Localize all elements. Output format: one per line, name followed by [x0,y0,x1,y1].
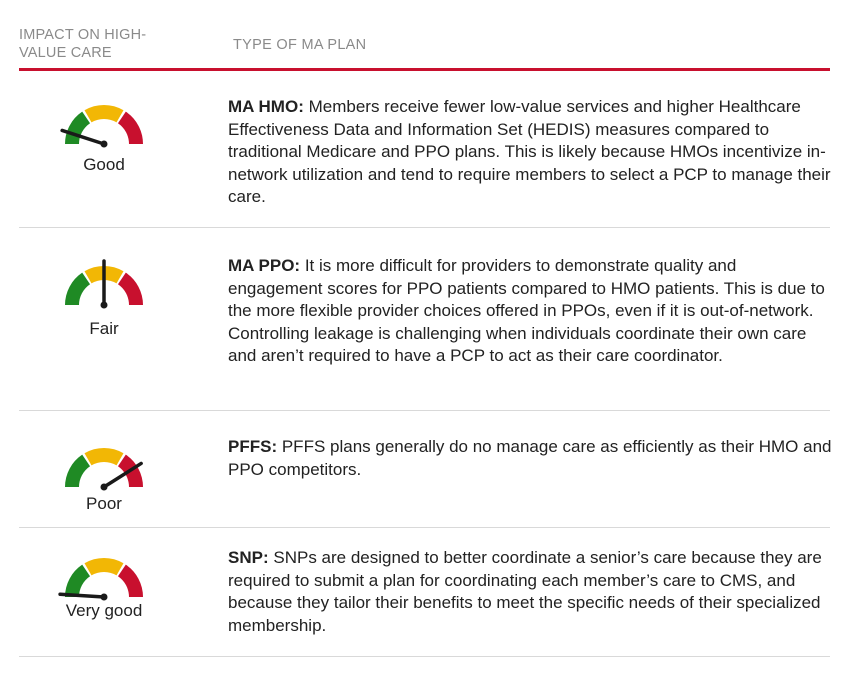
plan-name: MA HMO: [228,97,304,116]
rating-label: Fair [89,319,119,338]
table-row [19,411,830,527]
gauge-segment-green [72,117,86,144]
gauge-segment-red [122,570,136,597]
gauge-segment-green [72,570,86,597]
rating-label: Very good [65,601,143,620]
gauge-segment-yellow [88,455,120,459]
gauge-segment-red [122,278,136,305]
gauge [19,437,189,499]
gauge-segment-yellow [88,112,120,116]
table-row [19,528,830,656]
row-divider [19,656,830,657]
plan-name: MA PPO: [228,256,301,275]
gauge-segment-yellow [88,565,120,569]
plan-name: PFFS: [228,437,278,456]
gauge-hub [101,594,108,601]
plan-description [228,96,833,209]
plan-text: It is more difficult for providers to demonstrate quality and engagement scores for PPO patients compared to HMO patients. This is due to the more flexible provider choices offered in PPOs, even if it is out-of-network. Controlling leakage is challenging when individuals coordinate their own care and aren’t required to have a PCP to act as their care coordinator. [228,256,825,366]
column-header-impact: IMPACT ON HIGH-VALUE CARE [19,27,147,61]
gauge-hub [101,302,108,309]
header-divider [19,68,830,71]
gauge [19,547,189,609]
column-header-plan-type: TYPE OF MA PLAN [233,37,367,53]
rating-label: Good [83,155,125,174]
gauge-segment-red [122,117,136,144]
gauge-segment-green [72,278,86,305]
rating-label: Poor [86,494,122,513]
plan-text: SNPs are designed to better coordinate a senior’s care because they are required to submit a plan for coordinating each member’s care to CMS, and because they tailor their benefits to meet the specific needs of their specialized membership. [228,548,822,635]
gauge-dial-icon [54,547,154,609]
table-row [19,228,830,410]
gauge-dial-icon [54,94,154,156]
gauge-dial-icon [54,437,154,499]
plan-description [228,547,833,637]
plan-description [228,255,833,368]
gauge-segment-green [72,460,86,487]
plan-text: Members receive fewer low-value services and higher Healthcare Effectiveness Data and Information Set (HEDIS) measures compared to traditional Medicare and PPO plans. This is likely because HMOs incentivize in-network utilization and tend to require members to select a PCP to manage their care. [228,97,831,207]
table-header [19,0,830,70]
gauge [19,255,189,317]
plan-text: PFFS plans generally do no manage care as efficiently as their HMO and PPO competitors. [228,437,832,479]
gauge [19,94,189,156]
gauge-hub [101,484,108,491]
gauge-hub [101,141,108,148]
gauge-dial-icon [54,255,154,317]
plan-description [228,436,833,481]
plan-name: SNP: [228,548,269,567]
table-row [19,72,830,227]
